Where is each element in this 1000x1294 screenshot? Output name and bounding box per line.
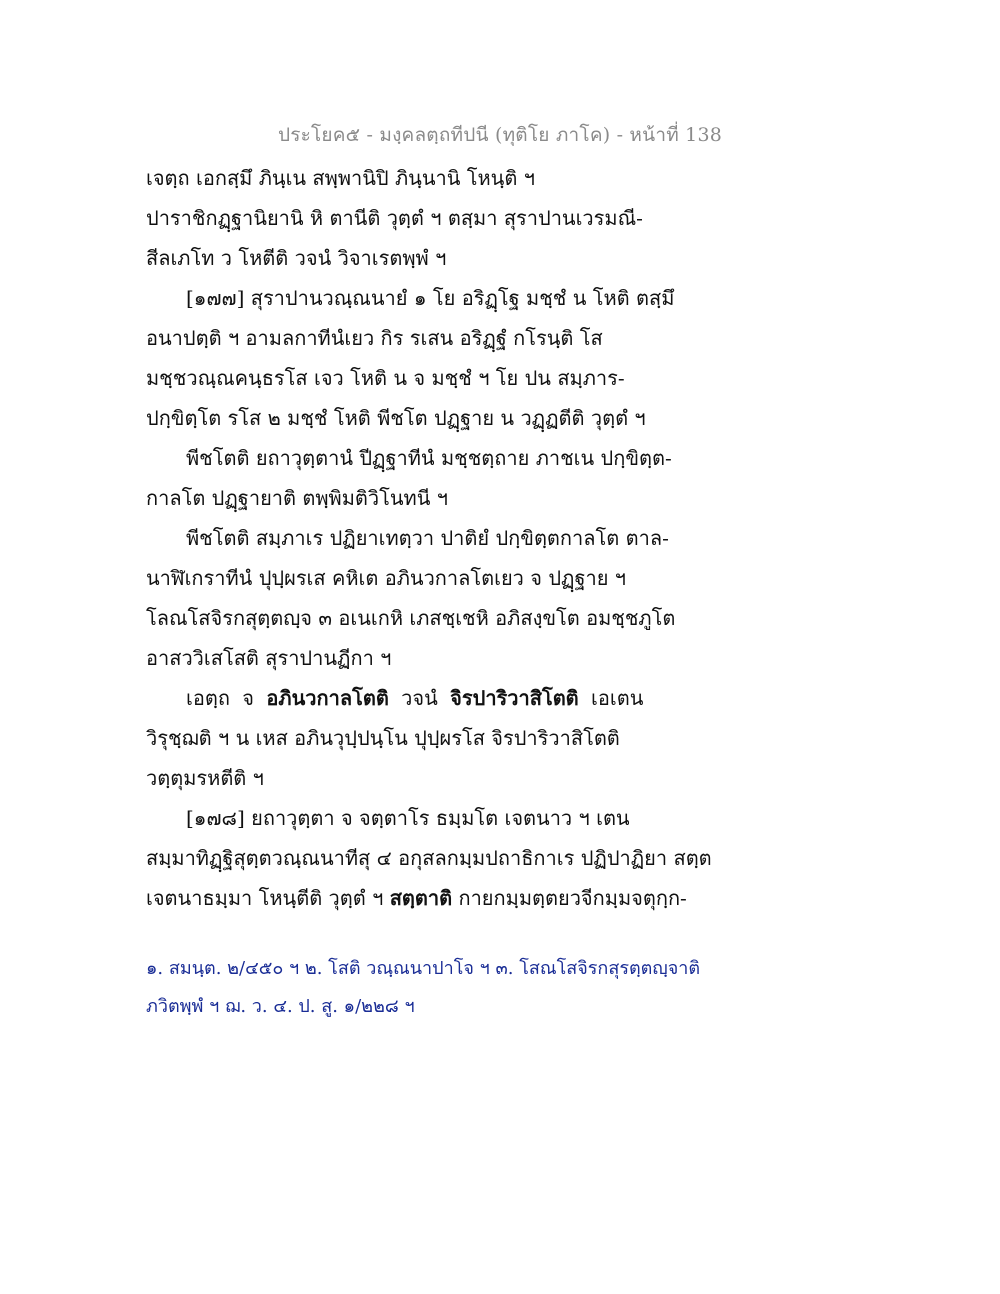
text-line: อาสววิเสโสติ สุราปานฏีกา ฯ bbox=[146, 646, 392, 670]
emphasis-term: จิรปาริวาสิโตติ bbox=[450, 686, 579, 710]
text-line: ปาราชิกฏฺฐานิยานิ หิ ตานีติ วุตฺตํ ฯ ตสฺมา สุราปานเวรมณี- bbox=[146, 206, 643, 230]
text-line: สมฺมาทิฏฺฐิสุตฺตวณฺณนาทีสุ ๔ อกุสลกมฺมปถาธิกาเร ปฏิปาฏิยา สตฺต bbox=[146, 846, 712, 870]
text-line: โลณโสจิรกสุตฺตญฺจ ๓ อเนเกหิ เภสชฺเชหิ อภิสงฺขโต อมชฺชภูโต bbox=[146, 606, 676, 630]
text-line: นาฬิเกราทีนํ ปุปฺผรเส คหิเต อภินวกาลโตเยว จ ปฏฺฐาย ฯ bbox=[146, 566, 627, 590]
text-line-with-emphasis bbox=[146, 678, 866, 718]
text-line: ปกฺขิตฺโต รโส ๒ มชฺชํ โหติ พีชโต ปฏฺฐาย น วฏฺฏตีติ วุตฺตํ ฯ bbox=[146, 406, 646, 430]
text-run: วจนํ bbox=[401, 686, 438, 710]
running-head: ประโยค๕ - มงฺคลตฺถทีปนี (ทุติโย ภาโค) - หน้าที่ 138 bbox=[277, 124, 723, 146]
emphasis-term: สตฺตาติ bbox=[389, 886, 453, 910]
text-run: เจตนาธมฺมา โหนฺตีติ วุตฺตํ ฯ bbox=[146, 886, 384, 910]
paragraph-178-start: [๑๗๘] ยถาวุตฺตา จ จตฺตาโร ธมฺมโต เจตนาว ฯ เตน bbox=[186, 806, 630, 830]
text-line-with-emphasis bbox=[146, 878, 866, 918]
footnote-line: ๑. สมนฺต. ๒/๔๕๐ ฯ ๒. โสติ วณฺณนาปาโจ ฯ ๓. โสณโสจิรกสุรตฺตญฺจาติ bbox=[146, 958, 701, 979]
text-line: กาลโต ปฏฺฐายาติ ตพฺพิมติวิโนทนี ฯ bbox=[146, 486, 448, 510]
text-line: อนาปตฺติ ฯ อามลกาทีนํเยว กิร รเสน อริฏฺฐํ กโรนฺติ โส bbox=[146, 326, 603, 350]
footnote-line: ภวิตพฺพํ ฯ ฌ. ว. ๔. ป. สู. ๑/๒๒๘ ฯ bbox=[146, 996, 415, 1017]
text-line: มชฺชวณฺณคนฺธรโส เจว โหติ น จ มชฺชํ ฯ โย ปน สมฺภาร- bbox=[146, 366, 625, 390]
text-line: พีชโตติ ยถาวุตฺตานํ ปีฏฺฐาทีนํ มชฺชตฺถาย ภาชเน ปกฺขิตฺต- bbox=[186, 446, 672, 470]
paragraph-177-start: [๑๗๗] สุราปานวณฺณนายํ ๑ โย อริฏฺโฐ มชฺชํ น โหติ ตสฺมึ bbox=[186, 286, 675, 310]
text-line: พีชโตติ สมฺภาเร ปฏิยาเทตฺวา ปาติยํ ปกฺขิตฺตกาลโต ตาล- bbox=[186, 526, 669, 550]
text-run: เอเตน bbox=[591, 686, 644, 710]
emphasis-term: อภินวกาลโตติ bbox=[266, 686, 389, 710]
text-line: วิรุชฺฌติ ฯ น เหส อภินวุปฺปนฺโน ปุปฺผรโส จิรปาริวาสิโตติ bbox=[146, 726, 620, 750]
text-line: สีลเภโท ว โหตีติ วจนํ วิจาเรตพฺพํ ฯ bbox=[146, 246, 447, 270]
text-line: วตฺตุมรหตีติ ฯ bbox=[146, 766, 264, 790]
text-run: กายกมฺมตฺตยวจีกมฺมจตุกฺก- bbox=[458, 886, 687, 910]
text-line: เจตฺถ เอกสฺมึ ภินฺเน สพฺพานิปิ ภินฺนานิ โหนฺติ ฯ bbox=[146, 166, 535, 190]
text-run: เอตฺถ จ bbox=[186, 686, 255, 710]
footnotes bbox=[146, 950, 886, 1026]
body-text bbox=[146, 158, 866, 918]
